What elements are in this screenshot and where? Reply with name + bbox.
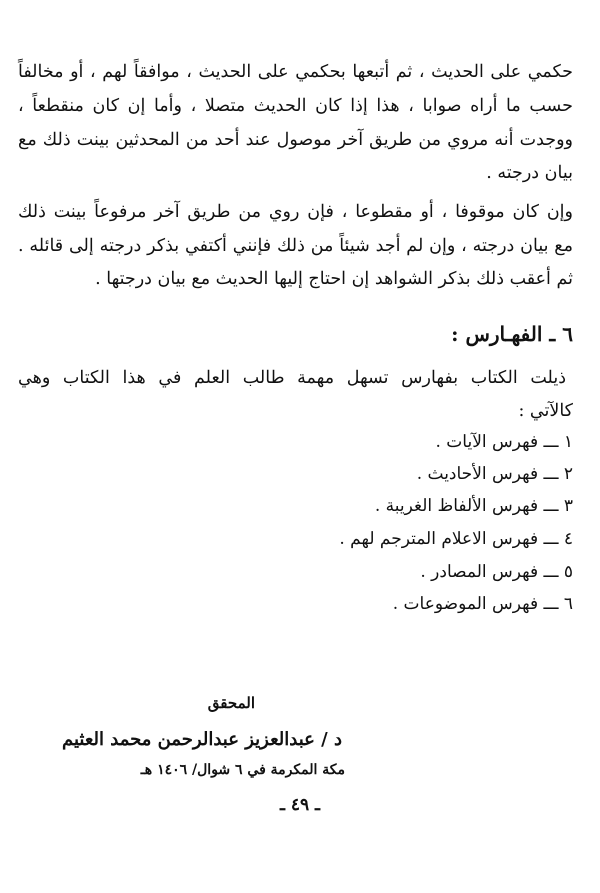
signature-title: المحقق bbox=[207, 694, 255, 712]
index-list-item: ٣ ـــ فهرس الألفاظ الغريبة . bbox=[374, 496, 573, 516]
body-text-line: مع بيان درجته ، وإن لم أجد شيئاً من ذلك فإنني أكتفي بذكر درجته إلى قائله . bbox=[18, 236, 573, 256]
signature-name: د / عبدالعزيز عبدالرحمن محمد العثيم bbox=[62, 729, 342, 750]
page-number: ـ ٤٩ ـ bbox=[279, 795, 321, 815]
intro-text-line: كالآتي : bbox=[518, 401, 573, 421]
body-text-line: ووجدت أنه مروي من طريق آخر موصول عند أحد من المحدثين بينت ذلك مع bbox=[18, 130, 573, 150]
body-text-line: حسب ما أراه صوابا ، هذا إذا كان الحديث متصلا ، وأما إن كان منقطعاً ، bbox=[18, 96, 573, 116]
body-text-line: حكمي على الحديث ، ثم أتبعها بحكمي على الحديث ، موافقاً لهم ، أو مخالفاً bbox=[18, 62, 573, 82]
body-text-line: ثم أعقب ذلك بذكر الشواهد إن احتاج إليها الحديث مع بيان درجتها . bbox=[95, 269, 573, 289]
section-heading: ٦ ـ الفهـارس : bbox=[451, 322, 573, 346]
index-list-item: ٢ ـــ فهرس الأحاديث . bbox=[416, 464, 573, 484]
intro-text-line: ذيلت الكتاب بفهارس تسهل مهمة طالب العلم في هذا الكتاب وهي bbox=[18, 368, 566, 388]
index-list-item: ٤ ـــ فهرس الاعلام المترجم لهم . bbox=[339, 529, 573, 549]
body-text-line: بيان درجته . bbox=[486, 163, 573, 183]
index-list-item: ٥ ـــ فهرس المصادر . bbox=[420, 562, 573, 582]
index-list-item: ١ ـــ فهرس الآيات . bbox=[435, 432, 573, 452]
signature-place-date: مكة المكرمة في ٦ شوال/ ١٤٠٦ هـ bbox=[140, 762, 345, 778]
body-text-line: وإن كان موقوفا ، أو مقطوعا ، فإن روي من طريق آخر مرفوعاً بينت ذلك bbox=[18, 202, 573, 222]
index-list-item: ٦ ـــ فهرس الموضوعات . bbox=[392, 594, 573, 614]
